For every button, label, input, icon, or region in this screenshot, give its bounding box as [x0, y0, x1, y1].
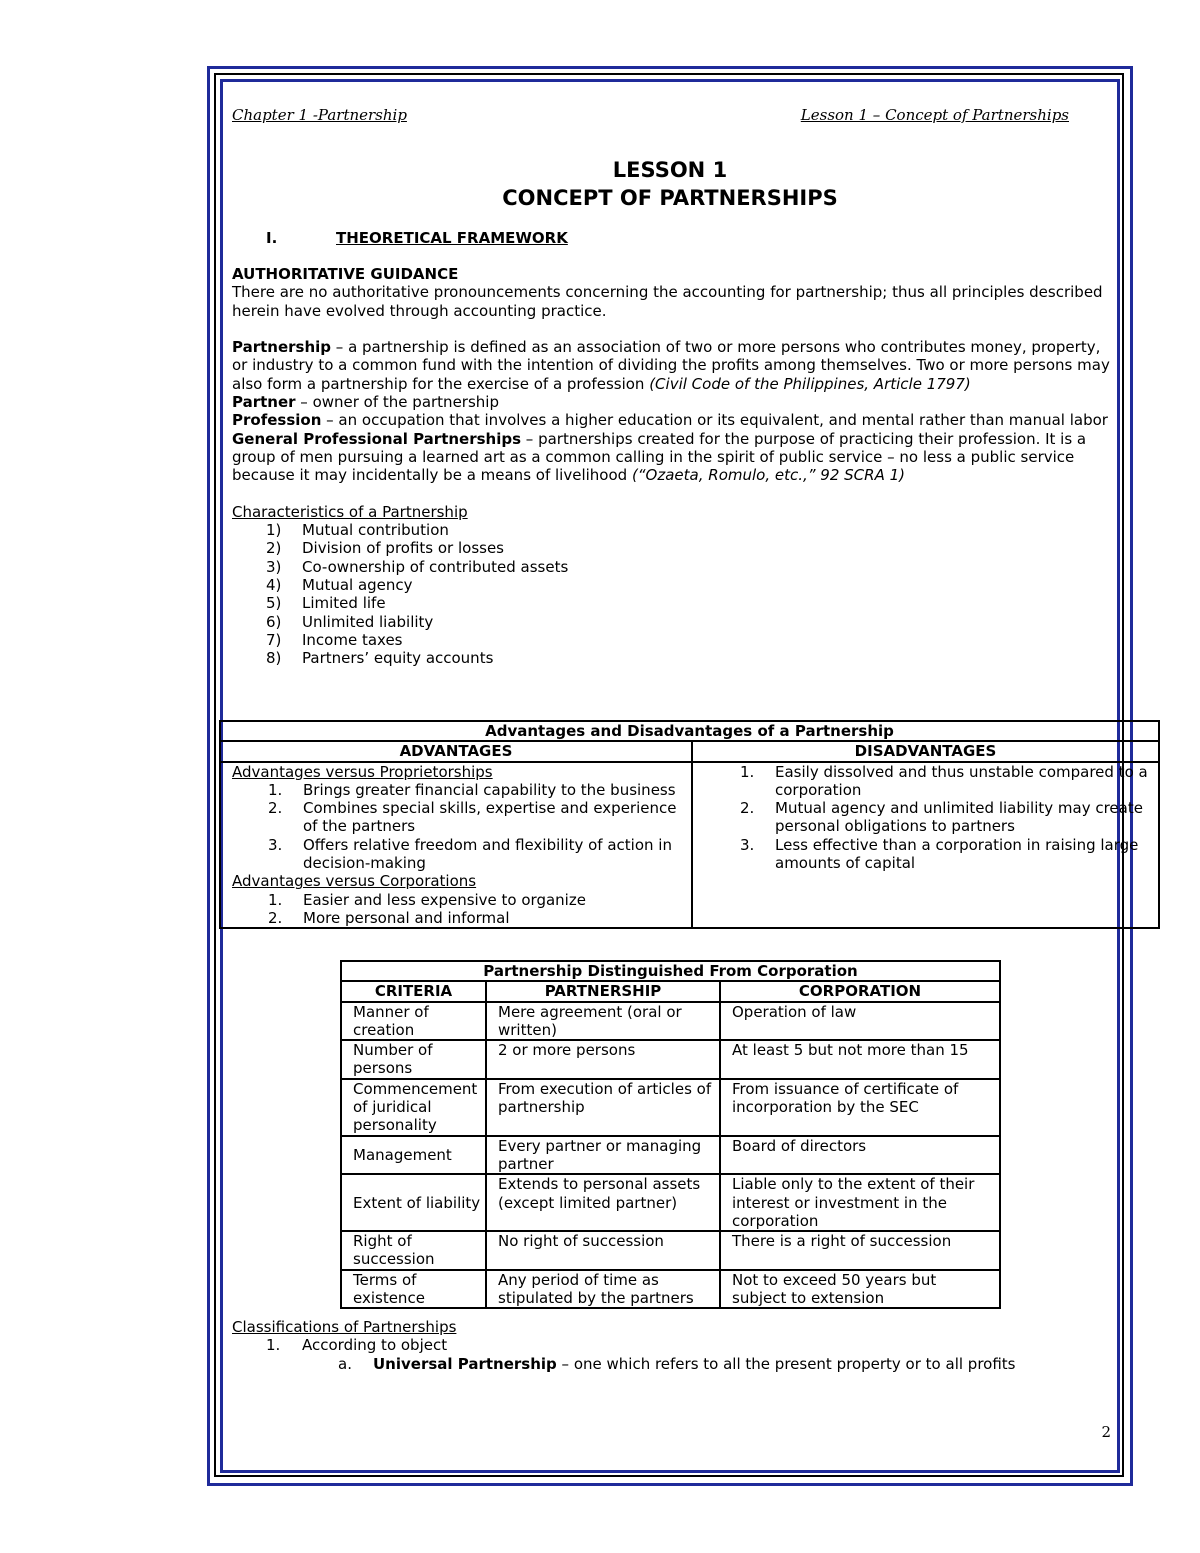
section-title: THEORETICAL FRAMEWORK	[336, 229, 568, 247]
table-row	[341, 1270, 1000, 1309]
table-cell: 2 or more persons	[486, 1040, 720, 1079]
classifications-section	[232, 1318, 1112, 1373]
table-row	[341, 1079, 1000, 1136]
disadvantages-header: DISADVANTAGES	[692, 741, 1159, 761]
text-partnership: – a partnership is defined as an association of two or more persons who contributes money, property, or industry to a common fund with the intention of dividing the profits among themselves. Two or more persons may also form a partnership for the exercise of a profession	[232, 338, 1110, 393]
definition-partnership	[232, 338, 1112, 393]
table-cell: Board of directors	[720, 1136, 1000, 1175]
text-profession: – an occupation that involves a higher education or its equivalent, and mental rather than manual labor	[321, 411, 1108, 430]
list-item: 5) Limited life	[266, 594, 386, 613]
list-item: 4) Mutual agency	[266, 576, 413, 595]
term-partner: Partner	[232, 393, 296, 412]
table-cell: Any period of time as stipulated by the partners	[486, 1270, 720, 1309]
list-item: 2. More personal and informal	[268, 908, 510, 927]
advantages-table-title: Advantages and Disadvantages of a Partnership	[220, 721, 1159, 741]
column-header: CRITERIA	[341, 981, 486, 1001]
definition-partner	[232, 393, 1112, 411]
table-cell: Commencement of juridical personality	[341, 1079, 486, 1136]
section-number: I.	[266, 229, 278, 247]
cite-partnership: (Civil Code of the Philippines, Article 1797)	[649, 374, 971, 393]
title-line-2: CONCEPT OF PARTNERSHIPS	[502, 186, 838, 210]
list-item: 3) Co-ownership of contributed assets	[266, 557, 569, 576]
table-row	[341, 1174, 1000, 1231]
term-partnership: Partnership	[232, 338, 332, 357]
table-row	[341, 1002, 1000, 1041]
advantages-cell	[220, 762, 692, 929]
table-cell: Every partner or managing partner	[486, 1136, 720, 1175]
list-item: 2. Combines special skills, expertise and experience of the partners	[268, 799, 677, 836]
column-header: CORPORATION	[720, 981, 1000, 1001]
list-item: 1. Easily dissolved and thus unstable compared to a corporation	[740, 762, 1148, 799]
definition-profession	[232, 411, 1112, 429]
header-lesson: Lesson 1 – Concept of Partnerships	[800, 106, 1069, 124]
column-header: PARTNERSHIP	[486, 981, 720, 1001]
list-item: 6) Unlimited liability	[266, 612, 434, 631]
list-item: 3. Less effective than a corporation in raising large amounts of capital	[740, 835, 1139, 873]
text-gpp: – partnerships created for the purpose of practicing their profession. It is a group of men pursuing a learned art as a common calling in the spirit of public service – no less a public service because it may incidentally be a means of livelihood	[232, 429, 1087, 485]
list-item: 2) Division of profits or losses	[266, 539, 505, 558]
comparison-table	[340, 960, 1001, 1309]
list-item: 3. Offers relative freedom and flexibility of action in decision-making	[268, 835, 672, 873]
text-partner: – owner of the partnership	[295, 393, 499, 412]
table-cell: Terms of existence	[341, 1270, 486, 1309]
list-item: 8) Partners’ equity accounts	[266, 649, 494, 668]
table-cell: No right of succession	[486, 1231, 720, 1270]
vs-corporations-heading: Advantages versus Corporations	[232, 872, 477, 891]
table-cell: Mere agreement (oral or written)	[486, 1002, 720, 1041]
section-heading	[266, 229, 568, 247]
list-item: a. Universal Partnership – one which refers to all the present property or to all profits	[338, 1354, 1016, 1373]
table-cell: Not to exceed 50 years but subject to extension	[720, 1270, 1000, 1309]
header-chapter: Chapter 1 -Partnership	[232, 106, 407, 124]
table-cell: Operation of law	[720, 1002, 1000, 1041]
classifications-heading: Classifications of Partnerships	[232, 1318, 457, 1336]
table-cell: Management	[341, 1136, 486, 1175]
list-item: 1. According to object	[266, 1336, 448, 1355]
table-cell: From execution of articles of partnership	[486, 1079, 720, 1136]
list-item: 1) Mutual contribution	[266, 521, 449, 540]
vs-proprietorships-heading: Advantages versus Proprietorships	[232, 762, 493, 781]
advantages-header: ADVANTAGES	[220, 741, 692, 761]
table-cell: There is a right of succession	[720, 1231, 1000, 1270]
disadvantages-cell	[692, 762, 1159, 929]
table-cell: Extends to personal assets (except limited partner)	[486, 1174, 720, 1231]
authoritative-text: There are no authoritative pronouncements concerning the accounting for partnership; thus all principles described herein have evolved through accounting practice.	[232, 283, 1103, 320]
table-cell: Extent of liability	[341, 1174, 486, 1231]
table-cell: Number of persons	[341, 1040, 486, 1079]
term-gpp: General Professional Partnerships	[232, 429, 522, 448]
cite-gpp: (“Ozaeta, Romulo, etc.,” 92 SCRA 1)	[631, 466, 905, 485]
list-item: 1. Brings greater financial capability to the business	[268, 780, 676, 799]
advantages-table	[219, 720, 1160, 929]
page-title	[230, 156, 1110, 212]
term-profession: Profession	[232, 411, 322, 430]
table-cell: Right of succession	[341, 1231, 486, 1270]
comparison-table-title: Partnership Distinguished From Corporation	[341, 961, 1000, 981]
authoritative-heading: AUTHORITATIVE GUIDANCE	[232, 265, 459, 283]
title-line-1: LESSON 1	[612, 158, 728, 182]
table-row	[341, 1136, 1000, 1175]
characteristics-list	[232, 521, 1112, 667]
disadvantages-list	[693, 763, 1158, 873]
list-item: 1. Easier and less expensive to organize	[268, 890, 586, 909]
table-cell: Manner of creation	[341, 1002, 486, 1041]
characteristics-heading: Characteristics of a Partnership	[232, 502, 468, 521]
vs-proprietorships-list	[232, 781, 691, 872]
body-text	[232, 265, 1112, 668]
definition-gpp	[232, 430, 1112, 485]
table-cell: Liable only to the extent of their interest or investment in the corporation	[720, 1174, 1000, 1231]
table-row	[341, 1040, 1000, 1079]
list-item: 7) Income taxes	[266, 630, 403, 649]
table-cell: From issuance of certificate of incorporation by the SEC	[720, 1079, 1000, 1136]
page-number: 2	[1101, 1423, 1111, 1441]
table-cell: At least 5 but not more than 15	[720, 1040, 1000, 1079]
list-item: 2. Mutual agency and unlimited liability may create personal obligations to partners	[740, 799, 1143, 836]
table-row	[341, 1231, 1000, 1270]
vs-corporations-list	[232, 891, 691, 928]
